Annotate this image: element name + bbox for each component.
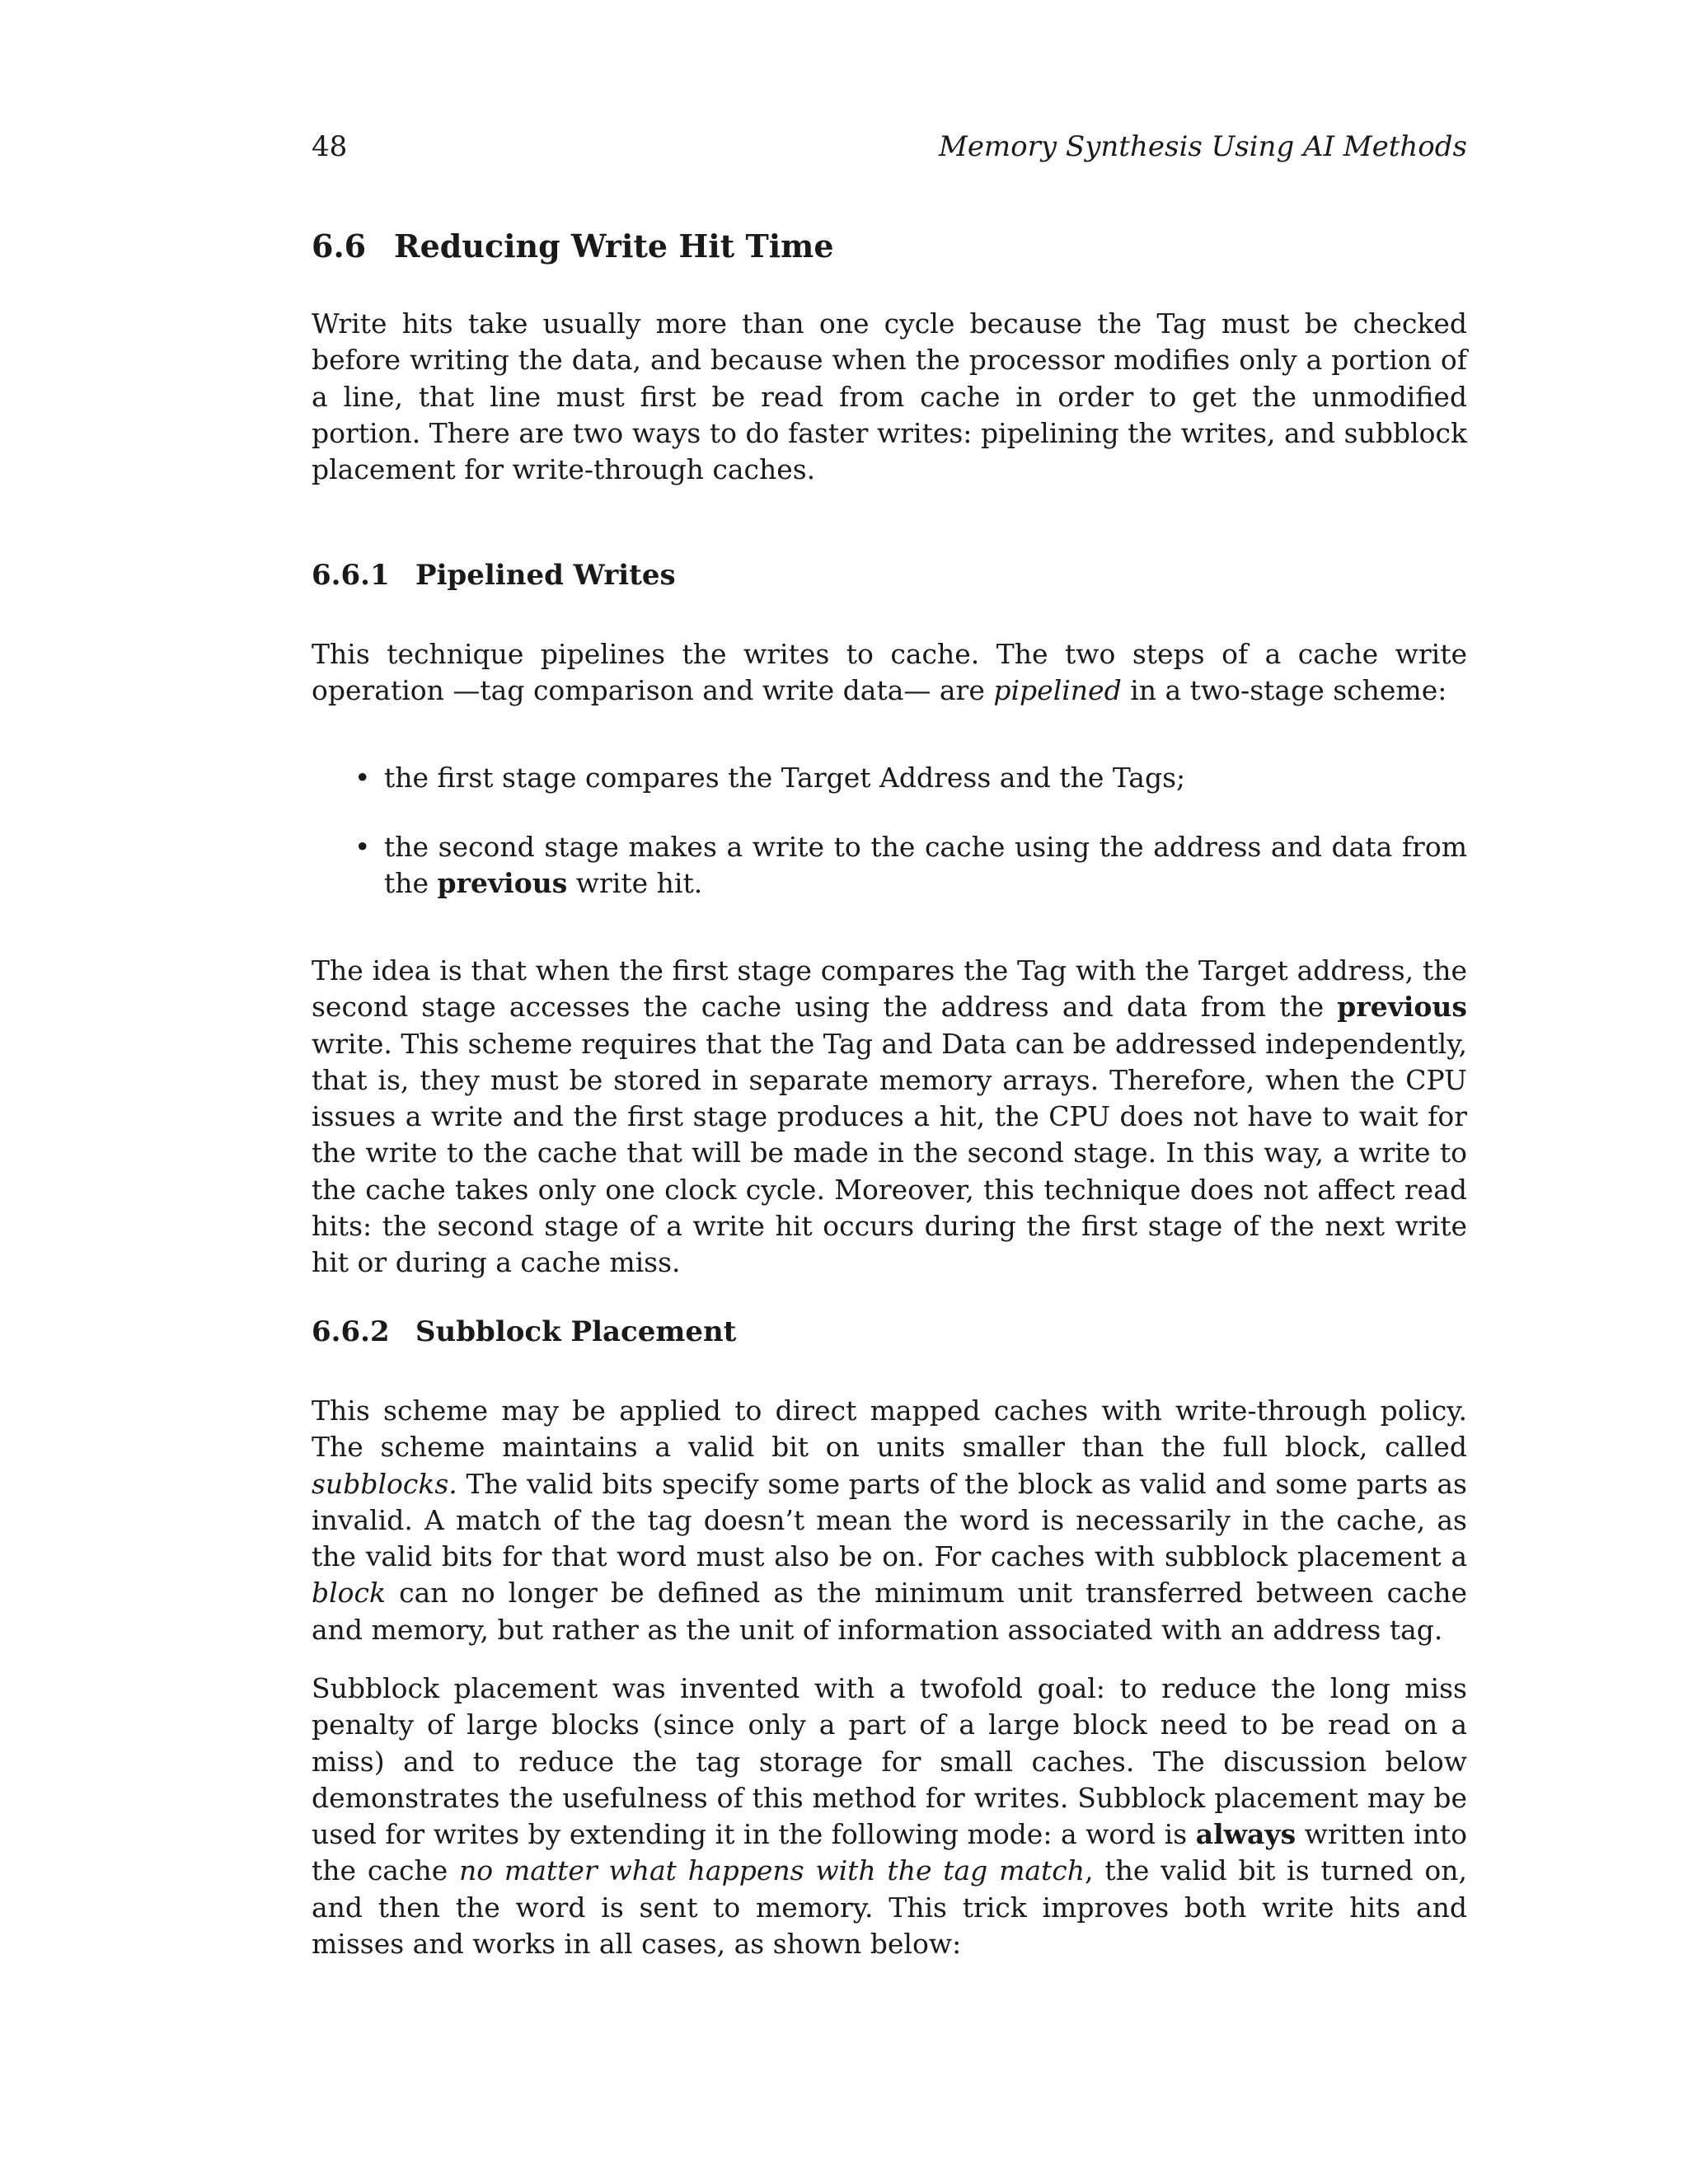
pipelined-explanation-paragraph: The idea is that when the first stage compares the Tag with the Target address, the second stage accesses the cache using the address and data from the previous write. This scheme requires that the Tag and Data can be addressed independently, that is, they must be stored in separate memory arrays. Therefore, when the CPU issues a write and the first stage produces a hit, the CPU does not have to wait for the write to the cache that will be made in the second stage. In this way, a write to the cache takes only one clock cycle. Moreover, this technique does not affect read hits: the second stage of a write hit occurs during the first stage of the next write hit or during a cache miss. [312, 954, 1467, 1279]
subsection-title: Subblock Placement [415, 1315, 737, 1348]
subsection-number: 6.6.2 [312, 1315, 390, 1348]
emphasis-no-matter: no matter what happens with the tag match [459, 1854, 1085, 1887]
bold-always: always [1195, 1818, 1296, 1851]
bullet-icon: • [354, 762, 371, 794]
running-header [312, 130, 1467, 171]
section-title: Reducing Write Hit Time [394, 227, 834, 265]
subblock-paragraph-1: This scheme may be applied to direct mapped caches with write-through policy. The scheme maintains a valid bit on units smaller than the full block, called subblocks. The valid bits specify some parts of the block as valid and some parts as invalid. A match of the tag doesn’t mean the word is necessarily in the cache, as the valid bits for that word must also be on. For caches with subblock placement a block can no longer be defined as the minimum unit transferred between cache and memory, but rather as the unit of information associated with an address tag. [312, 1394, 1467, 1646]
subsection-title: Pipelined Writes [415, 559, 676, 592]
book-title: Memory Synthesis Using AI Methods [939, 130, 1467, 163]
section-intro-paragraph: Write hits take usually more than one cycle because the Tag must be checked before writing the data, and because when the processor modifies only a portion of a line, that line must first be read from cache in order to get the unmodified portion. There are two ways to do faster writes: pipelining the writes, and subblock placement for write-through caches. [312, 307, 1467, 486]
section-number: 6.6 [312, 227, 367, 265]
bullet-icon: • [354, 831, 371, 863]
pipelined-intro-paragraph: This technique pipelines the writes to cache. The two steps of a cache write operation —tag comparison and write data— are pipelined in a two-stage scheme: [312, 638, 1467, 707]
bold-previous: previous [437, 867, 568, 900]
emphasis-pipelined: pipelined [993, 674, 1122, 707]
bold-previous: previous [1337, 991, 1467, 1024]
emphasis-subblocks: subblocks. [312, 1467, 457, 1500]
subsection-heading-pipelined [312, 559, 676, 592]
bullet-text: the first stage compares the Target Address and the Tags; [384, 762, 1186, 794]
subsection-heading-subblock [312, 1315, 736, 1348]
section-heading [312, 227, 834, 265]
subsection-number: 6.6.1 [312, 559, 390, 592]
emphasis-block: block [312, 1577, 387, 1610]
subblock-paragraph-2: Subblock placement was invented with a twofold goal: to reduce the long miss penalty of large blocks (since only a part of a large block need to be read on a miss) and to reduce the tag storage for small caches. The discussion below demonstrates the usefulness of this method for writes. Subblock placement may be used for writes by extending it in the following mode: a word is always written into the cache no matter what happens with the tag match, the valid bit is turned on, and then the word is sent to memory. This trick improves both write hits and misses and works in all cases, as shown below: [312, 1672, 1467, 1961]
page-number: 48 [312, 130, 348, 163]
bullet-text: the second stage makes a write to the cache using the address and data from the previous write hit. [384, 831, 1467, 900]
